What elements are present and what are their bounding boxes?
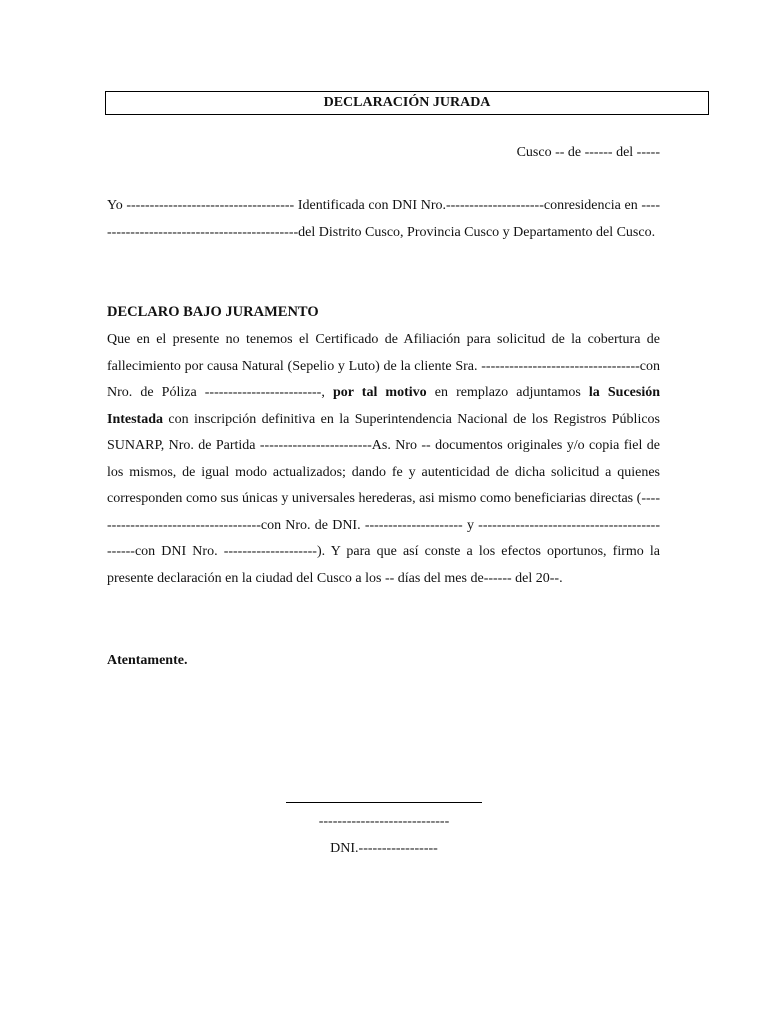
body-text-3: con inscripción definitiva en la Superintendencia Nacional de los Registros Públicos SUNARP, Nro. de Partida ------------------------As. Nro -- documentos originales y/o copia fiel de los mismos, de igual modo actualizados; dando fe y autenticidad de dicha solicitud a quienes corresponden como sus únicas y universales herederas, asi mismo como beneficiarias directas (-------------------------------------con Nro. de DNI. --------------------- y ---------------------------------------------con DNI Nro. --------------------). Y para que así conste a los efectos oportunos, firmo la presente declaración en la ciudad del Cusco a los -- días del mes de------ del 20--. xyxy=(107,411,660,586)
signature-dni: DNI.----------------- xyxy=(330,841,438,856)
date-line: Cusco -- de ------ del ----- xyxy=(516,145,660,160)
body-text-1: Que en el presente no tenemos el Certificado de Afiliación para solicitud de la cobertura de fallecimiento por causa Natural (Sepelio y Luto) de la cliente Sra. ----------------------------------con Nro. de Póliza -------------------------, xyxy=(107,332,660,400)
signature-line xyxy=(286,802,482,803)
body-bold-sucesion-intestada: la Sucesión Intestada xyxy=(107,385,661,427)
signature-name-placeholder: ---------------------------- xyxy=(318,814,450,829)
body-text-2: en remplazo adjuntamos xyxy=(426,385,589,400)
body-bold-por-tal-motivo: por tal motivo xyxy=(332,385,427,400)
intro-paragraph: Yo ------------------------------------ Identificada con DNI Nro.---------------------conresidencia en ---------------------------------------------del Distrito Cusco, Provincia Cusco y Departamento del Cusco. xyxy=(107,198,660,240)
closing-text: Atentamente. xyxy=(107,653,188,668)
declaration-heading: DECLARO BAJO JURAMENTO xyxy=(107,304,319,320)
declaration-body xyxy=(107,327,660,592)
document-title: DECLARACIÓN JURADA xyxy=(105,91,709,115)
